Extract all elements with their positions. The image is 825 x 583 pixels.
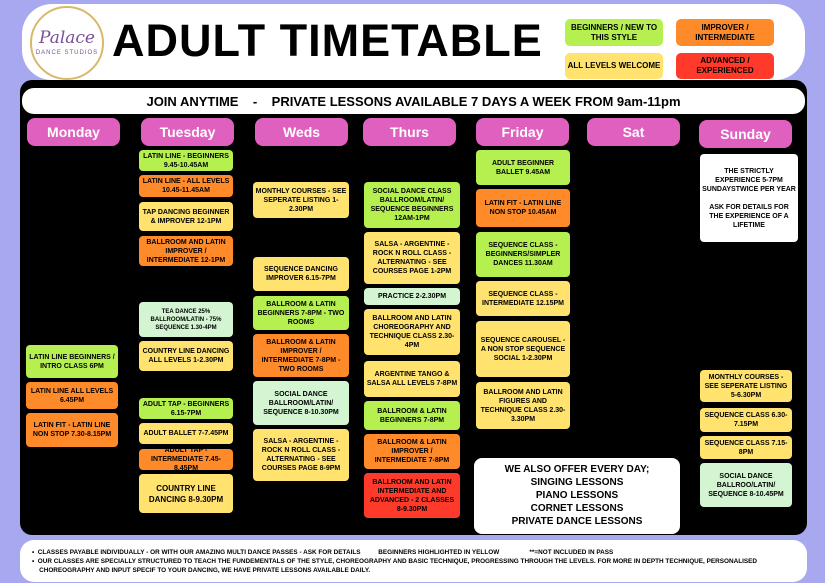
class-block: SEQUENCE CLASS - INTERMEDIATE 12.15PM [476, 281, 570, 316]
class-block: LATIN LINE BEGINNERS / INTRO CLASS 6PM [26, 345, 118, 378]
legend-advanced: ADVANCED / EXPERIENCED [676, 53, 774, 79]
legend-improver: IMPROVER / INTERMEDIATE [676, 19, 774, 46]
class-block: BALLROOM & LATIN IMPROVER / INTERMEDIATE 7-8PM [364, 434, 460, 469]
class-block: BALLROOM AND LATIN CHOREOGRAPHY AND TECHNIQUE CLASS 2.30-4PM [364, 309, 460, 355]
page-title: ADULT TIMETABLE [112, 15, 543, 66]
day-tuesday: Tuesday [141, 118, 234, 146]
class-block: COUNTRY LINE DANCING ALL LEVELS 1-2.30PM [139, 341, 233, 371]
class-block: BALLROOM AND LATIN IMPROVER / INTERMEDIATE 12-1PM [139, 236, 233, 266]
offer-line: WE ALSO OFFER EVERY DAY; [504, 464, 650, 475]
class-block: SEQUENCE CAROUSEL - A NON STOP SEQUENCE SOCIAL 1-2.30PM [476, 321, 570, 377]
class-block: ADULT BEGINNER BALLET 9.45AM [476, 150, 570, 185]
class-block: MONTHLY COURSES - SEE SEPERATE LISTING 1-2.30PM [253, 182, 349, 218]
footer-line: • CLASSES PAYABLE INDIVIDUALLY - OR WITH OUR AMAZING MULTI DANCE PASSES - ASK FOR DETAILS BEGINNERS HIGHLIGHTED IN YELLOW **=NOT INCLUDED IN PASS [32, 549, 614, 556]
day-weds: Weds [255, 118, 348, 146]
offer-line: SINGING LESSONS [530, 477, 624, 488]
class-block: SALSA - ARGENTINE - ROCK N ROLL CLASS - ALTERNATING - SEE COURSES PAGE 1-2PM [364, 232, 460, 284]
class-block: MONTHLY COURSES - SEE SEPERATE LISTING 5-6.30PM [700, 370, 792, 402]
class-block: SOCIAL DANCE BALLROO/LATIN/ SEQUENCE 8-10.45PM [700, 463, 792, 507]
day-sunday: Sunday [699, 120, 792, 148]
class-block: BALLROOM & LATIN BEGINNERS 7-8PM [364, 401, 460, 430]
class-block: TAP DANCING BEGINNER & IMPROVER 12-1PM [139, 202, 233, 231]
logo-subtext: DANCE STUDIOS [35, 50, 99, 56]
class-block: SEQUENCE DANCING IMPROVER 6.15-7PM [253, 257, 349, 291]
class-block: THE STRICTLY EXPERIENCE 5-7PM SUNDAYSTWICE PER YEAR ASK FOR DETAILS FOR THE EXPERIENCE OF A LIFETIME [700, 154, 798, 242]
class-block: LATIN LINE - ALL LEVELS 10.45-11.45AM [139, 175, 233, 197]
class-block: SEQUENCE CLASS 6.30-7.15PM [700, 408, 792, 432]
offer-line: PRIVATE DANCE LESSONS [511, 516, 643, 527]
footer-line: • OUR CLASSES ARE SPECIALLY STRUCTURED TO TEACH THE FUNDEMENTALS OF THE STYLE, CHOREOGRAPHY AND BASIC TECHNIQUE, PROGRESSING THROUGH THE LEVELS. FOR MORE IN DEPTH TECHNIQUE, PERSONALISED [32, 558, 758, 565]
also-offer-box [474, 458, 680, 534]
palace-logo [30, 6, 104, 80]
day-thurs: Thurs [363, 118, 456, 146]
class-block: LATIN FIT - LATIN LINE NON STOP 10.45AM [476, 189, 570, 227]
day-friday: Friday [476, 118, 569, 146]
join-anytime-banner [22, 88, 805, 114]
class-block: ARGENTINE TANGO & SALSA ALL LEVELS 7-8PM [364, 361, 460, 397]
class-block: BALLROOM & LATIN IMPROVER / INTERMEDIATE 7-8PM - TWO ROOMS [253, 334, 349, 377]
class-block: ADULT TAP - INTERMEDIATE 7.45-8.45PM [139, 449, 233, 470]
class-block: BALLROOM AND LATIN FIGURES AND TECHNIQUE CLASS 2.30-3.30PM [476, 382, 570, 429]
legend-all-levels: ALL LEVELS WELCOME [565, 53, 663, 79]
class-block: ADULT TAP - BEGINNERS 6.15-7PM [139, 398, 233, 419]
class-block: SOCIAL DANCE CLASS BALLROOM/LATIN/ SEQUENCE BEGINNERS 12AM-1PM [364, 182, 460, 228]
legend-beginners: BEGINNERS / NEW TO THIS STYLE [565, 19, 663, 46]
class-block: ADULT BALLET 7-7.45PM [139, 423, 233, 444]
class-block: SALSA - ARGENTINE - ROCK N ROLL CLASS - ALTERNATING - SEE COURSES PAGE 8-9PM [253, 429, 349, 481]
class-block: SEQUENCE CLASS 7.15-8PM [700, 436, 792, 459]
day-monday: Monday [27, 118, 120, 146]
class-block: TEA DANCE 25% BALLROOM/LATIN - 75% SEQUENCE 1.30-4PM [139, 302, 233, 337]
offer-line: PIANO LESSONS [535, 490, 619, 501]
class-block: COUNTRY LINE DANCING 8-9.30PM [139, 474, 233, 513]
logo-text: Palace [39, 28, 95, 48]
class-block: LATIN FIT - LATIN LINE NON STOP 7.30-8.15PM [26, 413, 118, 447]
footer-notes [20, 540, 807, 582]
day-sat: Sat [587, 118, 680, 146]
banner-text: JOIN ANYTIME - PRIVATE LESSONS AVAILABLE 7 DAYS A WEEK FROM 9am-11pm [146, 93, 681, 109]
offer-line: CORNET LESSONS [530, 503, 624, 514]
class-block: LATIN LINE - BEGINNERS 9.45-10.45AM [139, 150, 233, 171]
class-block: PRACTICE 2-2.30PM [364, 288, 460, 305]
class-block: BALLROOM AND LATIN INTERMEDIATE AND ADVANCED - 2 CLASSES 8-9.30PM [364, 473, 460, 518]
class-block: SOCIAL DANCE BALLROOM/LATIN/ SEQUENCE 8-10.30PM [253, 381, 349, 425]
footer-line: CHOREOGRAPHY AND INPUT SPECIF TO YOUR DANCING, WE HAVE PRIVATE LESSONS AVAILABLE DAILY. [32, 567, 371, 574]
class-block: BALLROOM & LATIN BEGINNERS 7-8PM - TWO ROOMS [253, 296, 349, 330]
class-block: SEQUENCE CLASS - BEGINNERS/SIMPLER DANCES 11.30AM [476, 232, 570, 277]
class-block: LATIN LINE ALL LEVELS 6.45PM [26, 382, 118, 409]
